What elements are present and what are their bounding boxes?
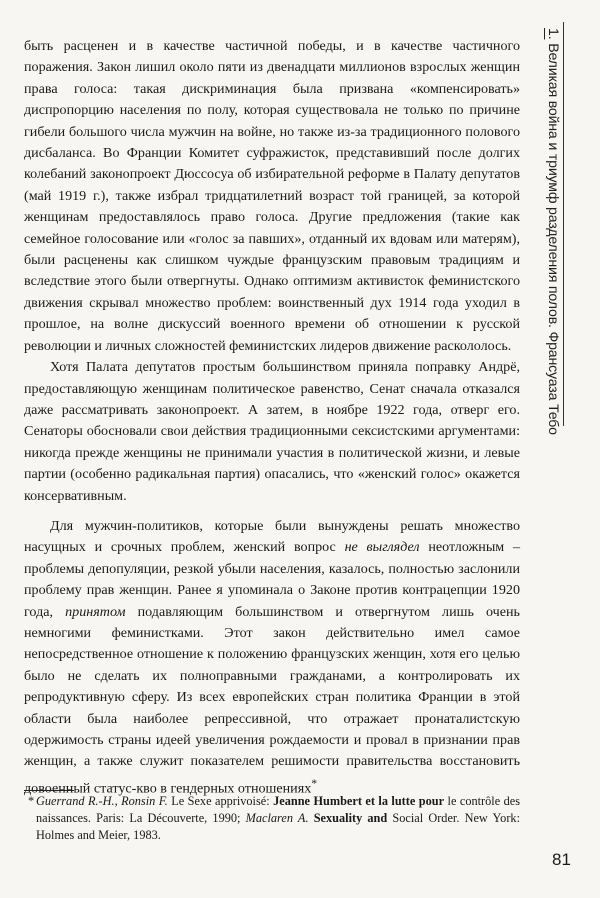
chapter-number: 1.: [545, 28, 561, 40]
footnote-marker: *: [28, 794, 35, 808]
page-number: 81: [552, 850, 571, 869]
running-header: [545, 28, 561, 435]
paragraph-3: Для мужчин-политиков, которые были вынуждены решать множество насущных и срочных проблем, женский вопрос не выглядел неотложным – проблемы депопуляции, резкой убыли населения, казалось, полностью заслонили проблему прав женщин. Ранее я упоминала о Законе против контрацепции 1920 года, принятом подавляющим большинством и отвергнутом лишь очень немногими феминистками. Этот закон действительно имел самое непосредственное отношение к положению французских женщин, хотя его целью было не сделать их полноправными гражданами, а контролировать их репродуктивную сферу. Из всех европейских стран политика Франции в этой области была наиболее репрессивной, что отражает пронаталистскую одержимость страны идеей увеличения рождаемости и провал в признании прав женщин, а также служит показателем решимости правительства восстановить довоенный статус-кво в гендерных отношениях*: [24, 517, 520, 797]
main-text: [24, 36, 520, 800]
footnote: [24, 793, 520, 845]
emphasis-ne-vyglyadel: не выглядел: [344, 539, 420, 556]
footnote-reference[interactable]: *: [311, 776, 318, 790]
chapter-title: Великая война и триумф разделения полов. Франсуаза Тебо: [545, 43, 561, 435]
footnote-separator: [24, 790, 74, 791]
footnote-text: Guerrand R.-H., Ronsin F. Le Sexe apprivoisé: Jeanne Humbert et la lutte pour le contrôle des naissances. Paris: La Découverte, 1990; Maclaren A. Sexuality and Social Order. New York: Holmes and Meier, 1983.: [36, 794, 521, 843]
running-header-rule: [563, 22, 564, 426]
paragraph-2: Хотя Палата депутатов простым большинством приняла поправку Андрё, предоставляющую женщинам политическое равенство, Сенат сначала отказался даже рассматривать законопроект. А затем, в ноябре 1922 года, отверг его. Сенаторы обосновали свои действия традиционными сексистскими аргументами: никогда прежде женщины не принимали участия в политической жизни, и левые партии (особенно радикальная партия) опасались, что «женский голос» окажется консервативным.: [24, 359, 520, 504]
emphasis-prinyatom: принятом: [65, 603, 126, 620]
paragraph-1: быть расценен и в качестве частичной победы, и в качестве частичного поражения. Закон лишил около пяти из двенадцати миллионов взрослых женщин права голоса: такая дискриминация была призвана «компенсировать» диспропорцию населения по полу, которая существовала не только по причине гибели большого числа мужчин на войне, но также из-за традиционного полового дисбаланса. Во Франции Комитет суфражисток, представивший после долгих колебаний законопроект Дюссосуа об избирательной реформе в Палату депутатов (май 1919 г.), также избрал тридцатилетний возраст той границей, за которой женщинам предоставлялось право голоса. Другие предложения (такие как семейное голосование или «голос за павших», отданный их вдовам или матерям), были расценены как слишком чуждые французским правовым традициям и вследствие этого были отвергнуты. Однако оптимизм активисток феминистского движения скрывал множество проблем: воинственный дух 1914 года уходил в прошлое, на волне дискуссий военного времени об отношении к русской революции и личных сложностей феминистских лидеров движение раскололось.: [24, 38, 520, 354]
